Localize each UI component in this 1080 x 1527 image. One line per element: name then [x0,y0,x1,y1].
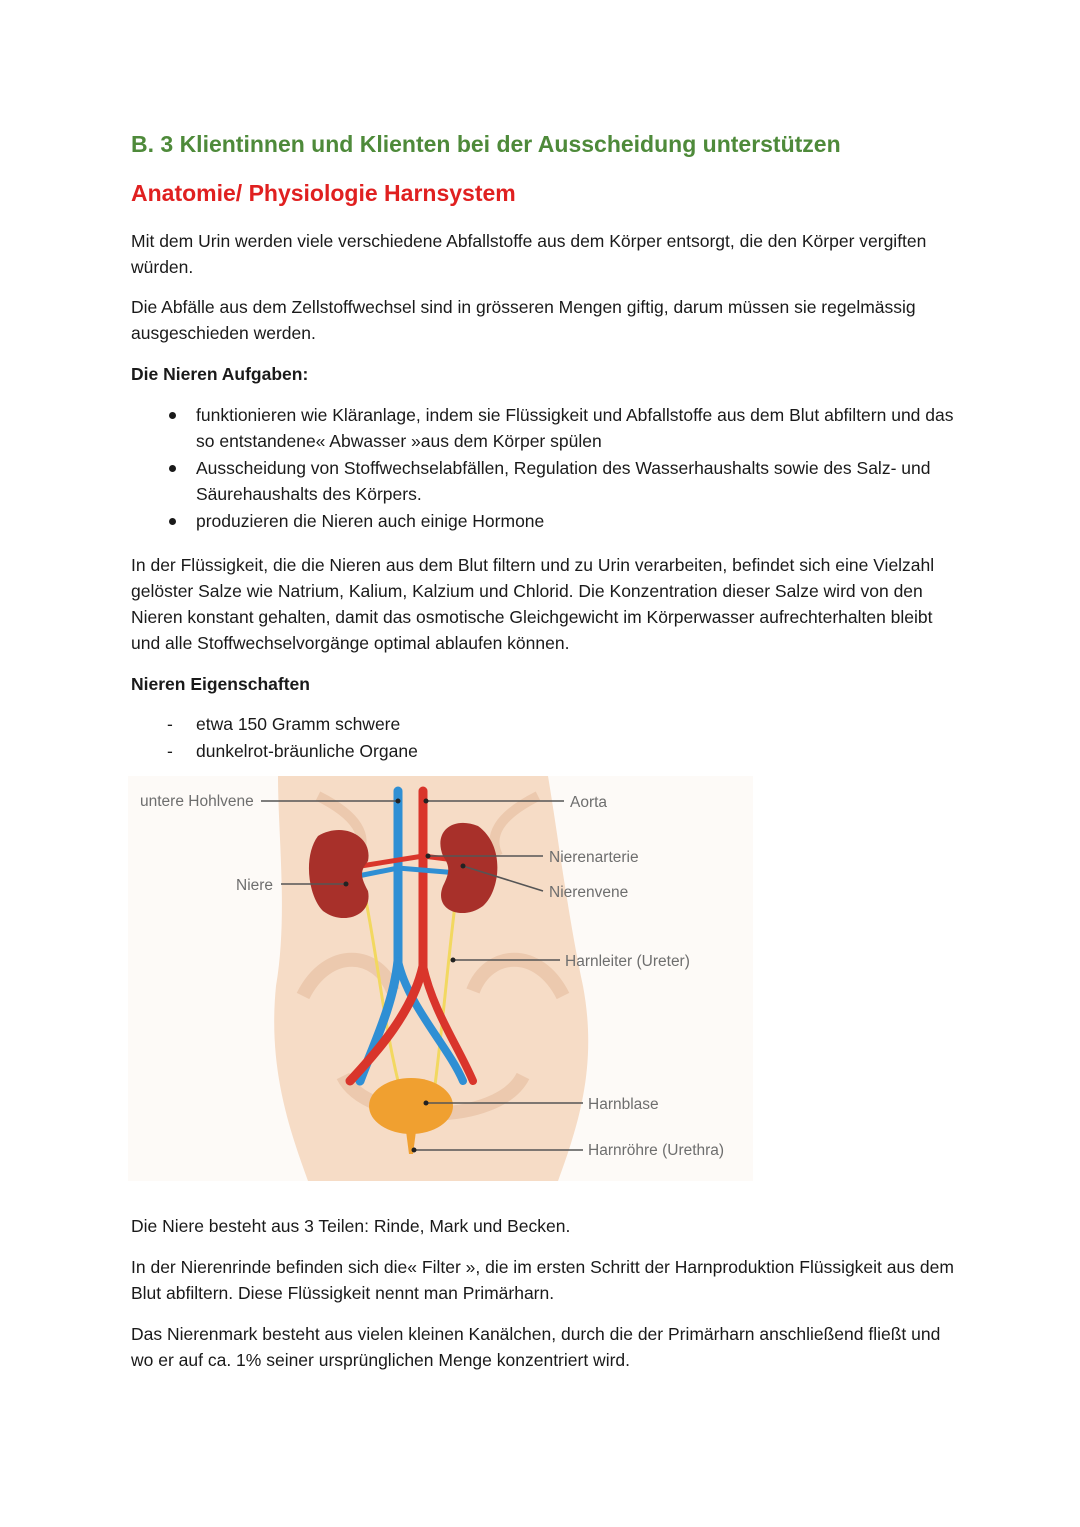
label-bladder: Harnblase [588,1096,659,1113]
dash-icon: - [167,741,173,761]
dash-icon: - [167,714,173,734]
list-item: - dunkelrot-bräunliche Organe [131,738,961,764]
tasks-title: Die Nieren Aufgaben: [131,364,309,384]
label-kidney: Niere [236,877,274,894]
label-urethra: Harnröhre (Urethra) [588,1142,725,1159]
tasks-list [131,402,961,535]
bullet-icon [169,465,176,472]
paragraph-parts: Die Niere besteht aus 3 Teilen: Rinde, Mark und Becken. [131,1216,571,1236]
list-item: produzieren die Nieren auch einige Hormone [131,508,961,534]
paragraph-intro: Mit dem Urin werden viele verschiedene Abfallstoffe aus dem Körper entsorgt, die den Körper vergiften würden. [131,231,927,277]
label-ureter: Harnleiter (Ureter) [565,953,690,970]
bullet-icon [169,518,176,525]
paragraph-waste: Die Abfälle aus dem Zellstoffwechsel sind in grösseren Mengen giftig, darum müssen sie regelmässig ausgeschieden werden. [131,297,916,343]
section-heading: B. 3 Klientinnen und Klienten bei der Ausscheidung unterstützen [131,131,841,157]
properties-list [131,711,961,765]
label-renal-vein: Nierenvene [549,884,629,901]
label-aorta: Aorta [570,794,608,811]
paragraph-medulla: Das Nierenmark besteht aus vielen kleinen Kanälchen, durch die der Primärharn anschließend fließt und wo er auf ca. 1% seiner ursprünglichen Menge konzentriert wird. [131,1324,941,1370]
properties-title: Nieren Eigenschaften [131,674,310,694]
bullet-icon [169,412,176,419]
paragraph-cortex: In der Nierenrinde befinden sich die« Filter », die im ersten Schritt der Harnproduktion Flüssigkeit aus dem Blut abfiltern. Diese Flüssigkeit nennt man Primärharn. [131,1257,954,1303]
list-item: Ausscheidung von Stoffwechselabfällen, Regulation des Wasserhaushalts sowie des Salz- und Säurehaushalts des Körpers. [131,455,961,507]
paragraph-salts: In der Flüssigkeit, die die Nieren aus dem Blut filtern und zu Urin verarbeiten, befindet sich eine Vielzahl gelöster Salze wie Natrium, Kalium, Kalzium und Chlorid. Die Konzentration dieser Salze wird von den Nieren konstant gehalten, damit das osmotische Gleichgewicht im Körperwasser aufrechterhalten bleibt und alle Stoffwechselvorgänge optimal ablaufen können. [131,555,935,653]
label-vena-cava: untere Hohlvene [140,793,254,810]
list-item: - etwa 150 Gramm schwere [131,711,961,737]
urinary-system-illustration [128,776,753,1181]
list-item: funktionieren wie Kläranlage, indem sie Flüssigkeit und Abfallstoffe aus dem Blut abfiltern und das so entstandene« Abwasser »aus dem Körper spülen [131,402,961,454]
bladder [369,1078,453,1134]
section-subheading: Anatomie/ Physiologie Harnsystem [131,180,516,206]
label-renal-artery: Nierenarterie [549,849,639,866]
